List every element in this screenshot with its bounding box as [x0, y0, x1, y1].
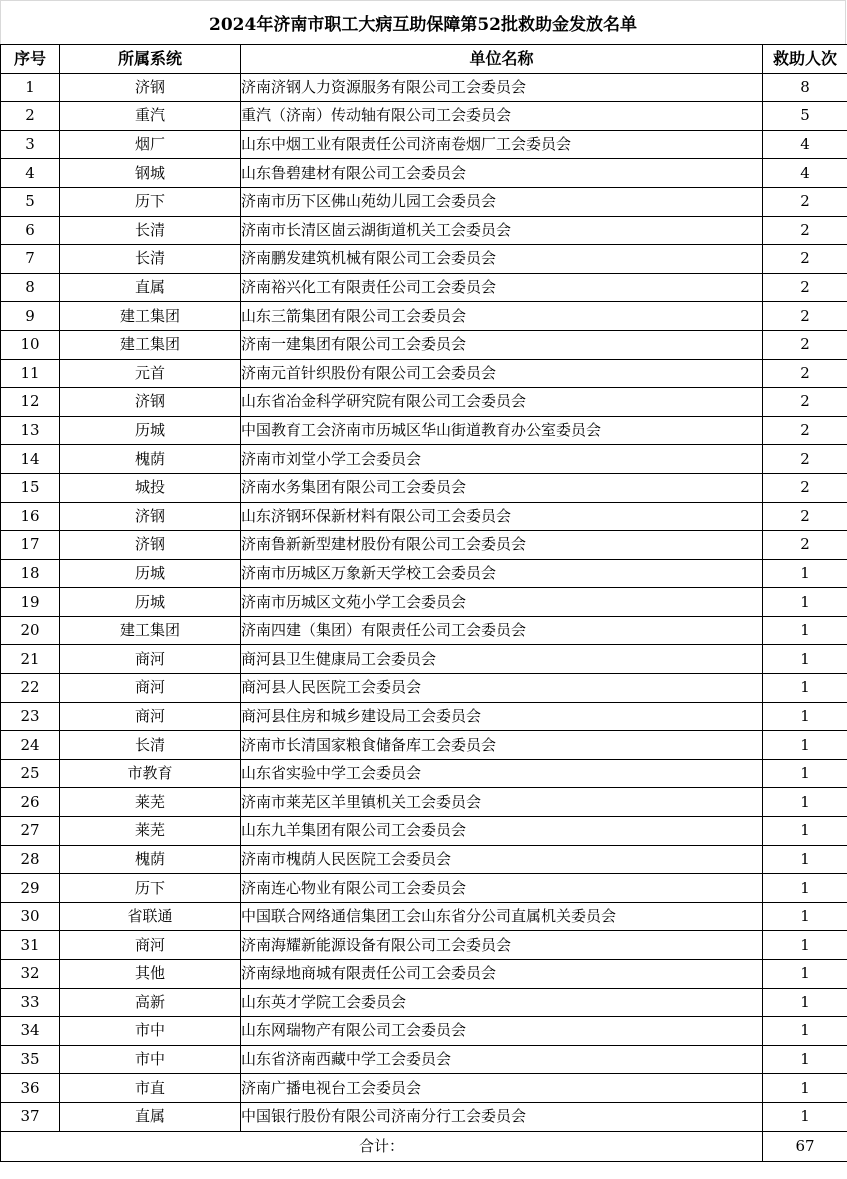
row-system: 省联通 [60, 902, 241, 931]
table-row [1, 130, 847, 159]
row-no: 17 [1, 531, 60, 560]
row-system: 建工集团 [60, 330, 241, 359]
row-system: 市中 [60, 1045, 241, 1074]
row-system: 其他 [60, 960, 241, 989]
row-count: 2 [763, 330, 847, 359]
row-no: 34 [1, 1017, 60, 1046]
table-row [1, 731, 847, 760]
table-row [1, 416, 847, 445]
row-count: 1 [763, 788, 847, 817]
row-unit: 山东三箭集团有限公司工会委员会 [241, 302, 763, 331]
row-unit: 济南市历城区文苑小学工会委员会 [241, 588, 763, 617]
row-system: 元首 [60, 359, 241, 388]
row-count: 2 [763, 445, 847, 474]
row-count: 1 [763, 1017, 847, 1046]
table-row [1, 559, 847, 588]
row-no: 12 [1, 388, 60, 417]
row-system: 直属 [60, 1102, 241, 1131]
table-row [1, 788, 847, 817]
table-row [1, 988, 847, 1017]
table-row [1, 902, 847, 931]
row-count: 1 [763, 931, 847, 960]
row-unit: 商河县卫生健康局工会委员会 [241, 645, 763, 674]
row-count: 1 [763, 960, 847, 989]
row-count: 1 [763, 1074, 847, 1103]
row-system: 市中 [60, 1017, 241, 1046]
table-row [1, 502, 847, 531]
table-row [1, 845, 847, 874]
row-count: 1 [763, 1102, 847, 1131]
row-unit: 济南四建（集团）有限责任公司工会委员会 [241, 616, 763, 645]
total-label: 合计： [1, 1131, 763, 1161]
row-system: 建工集团 [60, 616, 241, 645]
row-system: 莱芜 [60, 788, 241, 817]
row-no: 32 [1, 960, 60, 989]
table-row [1, 473, 847, 502]
row-unit: 中国联合网络通信集团工会山东省分公司直属机关委员会 [241, 902, 763, 931]
row-count: 2 [763, 531, 847, 560]
table-row [1, 759, 847, 788]
row-unit: 济南市历下区佛山苑幼儿园工会委员会 [241, 187, 763, 216]
row-unit: 济南水务集团有限公司工会委员会 [241, 473, 763, 502]
row-system: 槐荫 [60, 445, 241, 474]
row-count: 2 [763, 302, 847, 331]
row-no: 24 [1, 731, 60, 760]
table-row [1, 102, 847, 131]
table-row [1, 674, 847, 703]
row-count: 2 [763, 187, 847, 216]
row-system: 钢城 [60, 159, 241, 188]
table-row [1, 330, 847, 359]
row-unit: 济南连心物业有限公司工会委员会 [241, 874, 763, 903]
table-row [1, 73, 847, 102]
row-no: 15 [1, 473, 60, 502]
table-row [1, 273, 847, 302]
row-unit: 济南广播电视台工会委员会 [241, 1074, 763, 1103]
table-row [1, 645, 847, 674]
row-system: 商河 [60, 645, 241, 674]
row-system: 历下 [60, 874, 241, 903]
header-no: 序号 [1, 45, 60, 74]
row-no: 1 [1, 73, 60, 102]
table-row [1, 531, 847, 560]
row-no: 9 [1, 302, 60, 331]
row-count: 1 [763, 1045, 847, 1074]
row-unit: 济南元首针织股份有限公司工会委员会 [241, 359, 763, 388]
row-no: 21 [1, 645, 60, 674]
row-no: 13 [1, 416, 60, 445]
row-system: 商河 [60, 674, 241, 703]
table-row [1, 1102, 847, 1131]
row-no: 31 [1, 931, 60, 960]
document-title: 2024年济南市职工大病互助保障第52批救助金发放名单 [0, 0, 846, 44]
row-system: 市教育 [60, 759, 241, 788]
row-unit: 济南市槐荫人民医院工会委员会 [241, 845, 763, 874]
row-system: 高新 [60, 988, 241, 1017]
row-system: 槐荫 [60, 845, 241, 874]
row-system: 长清 [60, 731, 241, 760]
row-no: 19 [1, 588, 60, 617]
row-unit: 济南一建集团有限公司工会委员会 [241, 330, 763, 359]
table-row [1, 1045, 847, 1074]
row-count: 1 [763, 645, 847, 674]
table-row [1, 960, 847, 989]
header-unit: 单位名称 [241, 45, 763, 74]
row-no: 7 [1, 245, 60, 274]
row-system: 城投 [60, 473, 241, 502]
row-unit: 重汽（济南）传动轴有限公司工会委员会 [241, 102, 763, 131]
row-system: 长清 [60, 216, 241, 245]
row-no: 2 [1, 102, 60, 131]
row-count: 8 [763, 73, 847, 102]
header-row [1, 45, 847, 74]
row-unit: 山东济钢环保新材料有限公司工会委员会 [241, 502, 763, 531]
row-no: 8 [1, 273, 60, 302]
row-unit: 济南绿地商城有限责任公司工会委员会 [241, 960, 763, 989]
table-row [1, 302, 847, 331]
row-count: 1 [763, 817, 847, 846]
row-no: 33 [1, 988, 60, 1017]
row-count: 2 [763, 502, 847, 531]
table-row [1, 931, 847, 960]
row-no: 37 [1, 1102, 60, 1131]
table-row [1, 702, 847, 731]
row-unit: 济南市历城区万象新天学校工会委员会 [241, 559, 763, 588]
table-row [1, 1074, 847, 1103]
total-row [1, 1131, 847, 1161]
row-count: 1 [763, 874, 847, 903]
roster-body [1, 73, 847, 1131]
table-row [1, 359, 847, 388]
row-count: 1 [763, 731, 847, 760]
row-system: 商河 [60, 702, 241, 731]
table-row [1, 216, 847, 245]
table-row [1, 588, 847, 617]
row-no: 22 [1, 674, 60, 703]
table-row [1, 159, 847, 188]
row-count: 2 [763, 473, 847, 502]
row-count: 1 [763, 674, 847, 703]
row-unit: 山东省实验中学工会委员会 [241, 759, 763, 788]
row-unit: 山东中烟工业有限责任公司济南卷烟厂工会委员会 [241, 130, 763, 159]
row-no: 26 [1, 788, 60, 817]
row-system: 直属 [60, 273, 241, 302]
row-count: 2 [763, 245, 847, 274]
row-count: 2 [763, 388, 847, 417]
row-no: 5 [1, 187, 60, 216]
row-unit: 中国教育工会济南市历城区华山街道教育办公室委员会 [241, 416, 763, 445]
row-system: 长清 [60, 245, 241, 274]
row-unit: 济南市长清国家粮食储备库工会委员会 [241, 731, 763, 760]
row-no: 20 [1, 616, 60, 645]
row-count: 1 [763, 902, 847, 931]
row-count: 1 [763, 702, 847, 731]
row-count: 2 [763, 416, 847, 445]
row-count: 1 [763, 988, 847, 1017]
header-count: 救助人次 [763, 45, 847, 74]
row-no: 14 [1, 445, 60, 474]
row-unit: 济南裕兴化工有限责任公司工会委员会 [241, 273, 763, 302]
row-no: 36 [1, 1074, 60, 1103]
row-no: 3 [1, 130, 60, 159]
row-no: 4 [1, 159, 60, 188]
row-unit: 济南市刘堂小学工会委员会 [241, 445, 763, 474]
row-count: 2 [763, 359, 847, 388]
row-count: 1 [763, 616, 847, 645]
table-row [1, 245, 847, 274]
row-no: 27 [1, 817, 60, 846]
row-system: 历城 [60, 588, 241, 617]
row-unit: 商河县人民医院工会委员会 [241, 674, 763, 703]
table-row [1, 187, 847, 216]
table-row [1, 874, 847, 903]
row-no: 18 [1, 559, 60, 588]
row-unit: 济南市莱芜区羊里镇机关工会委员会 [241, 788, 763, 817]
row-no: 35 [1, 1045, 60, 1074]
row-no: 25 [1, 759, 60, 788]
row-unit: 山东九羊集团有限公司工会委员会 [241, 817, 763, 846]
row-count: 1 [763, 845, 847, 874]
row-unit: 济南海耀新能源设备有限公司工会委员会 [241, 931, 763, 960]
row-system: 历城 [60, 559, 241, 588]
row-system: 历下 [60, 187, 241, 216]
row-count: 4 [763, 159, 847, 188]
row-no: 16 [1, 502, 60, 531]
table-row [1, 1017, 847, 1046]
table-row [1, 388, 847, 417]
row-count: 4 [763, 130, 847, 159]
row-unit: 商河县住房和城乡建设局工会委员会 [241, 702, 763, 731]
row-system: 历城 [60, 416, 241, 445]
row-count: 1 [763, 588, 847, 617]
row-unit: 济南鹏发建筑机械有限公司工会委员会 [241, 245, 763, 274]
row-no: 28 [1, 845, 60, 874]
table-row [1, 616, 847, 645]
row-system: 建工集团 [60, 302, 241, 331]
total-value: 67 [763, 1131, 847, 1161]
row-unit: 山东省济南西藏中学工会委员会 [241, 1045, 763, 1074]
row-count: 1 [763, 559, 847, 588]
row-no: 10 [1, 330, 60, 359]
row-unit: 中国银行股份有限公司济南分行工会委员会 [241, 1102, 763, 1131]
row-system: 烟厂 [60, 130, 241, 159]
row-system: 济钢 [60, 388, 241, 417]
relief-roster-table [0, 44, 847, 1162]
header-system: 所属系统 [60, 45, 241, 74]
row-count: 2 [763, 273, 847, 302]
row-system: 莱芜 [60, 817, 241, 846]
row-count: 1 [763, 759, 847, 788]
table-row [1, 445, 847, 474]
row-unit: 山东英才学院工会委员会 [241, 988, 763, 1017]
row-unit: 山东网瑞物产有限公司工会委员会 [241, 1017, 763, 1046]
row-unit: 山东鲁碧建材有限公司工会委员会 [241, 159, 763, 188]
row-unit: 济南市长清区崮云湖街道机关工会委员会 [241, 216, 763, 245]
table-row [1, 817, 847, 846]
row-system: 济钢 [60, 73, 241, 102]
row-unit: 济南鲁新新型建材股份有限公司工会委员会 [241, 531, 763, 560]
row-no: 23 [1, 702, 60, 731]
row-no: 11 [1, 359, 60, 388]
row-unit: 济南济钢人力资源服务有限公司工会委员会 [241, 73, 763, 102]
row-count: 5 [763, 102, 847, 131]
row-system: 商河 [60, 931, 241, 960]
row-unit: 山东省冶金科学研究院有限公司工会委员会 [241, 388, 763, 417]
row-count: 2 [763, 216, 847, 245]
row-no: 6 [1, 216, 60, 245]
row-system: 济钢 [60, 531, 241, 560]
row-no: 29 [1, 874, 60, 903]
row-no: 30 [1, 902, 60, 931]
row-system: 市直 [60, 1074, 241, 1103]
row-system: 重汽 [60, 102, 241, 131]
row-system: 济钢 [60, 502, 241, 531]
